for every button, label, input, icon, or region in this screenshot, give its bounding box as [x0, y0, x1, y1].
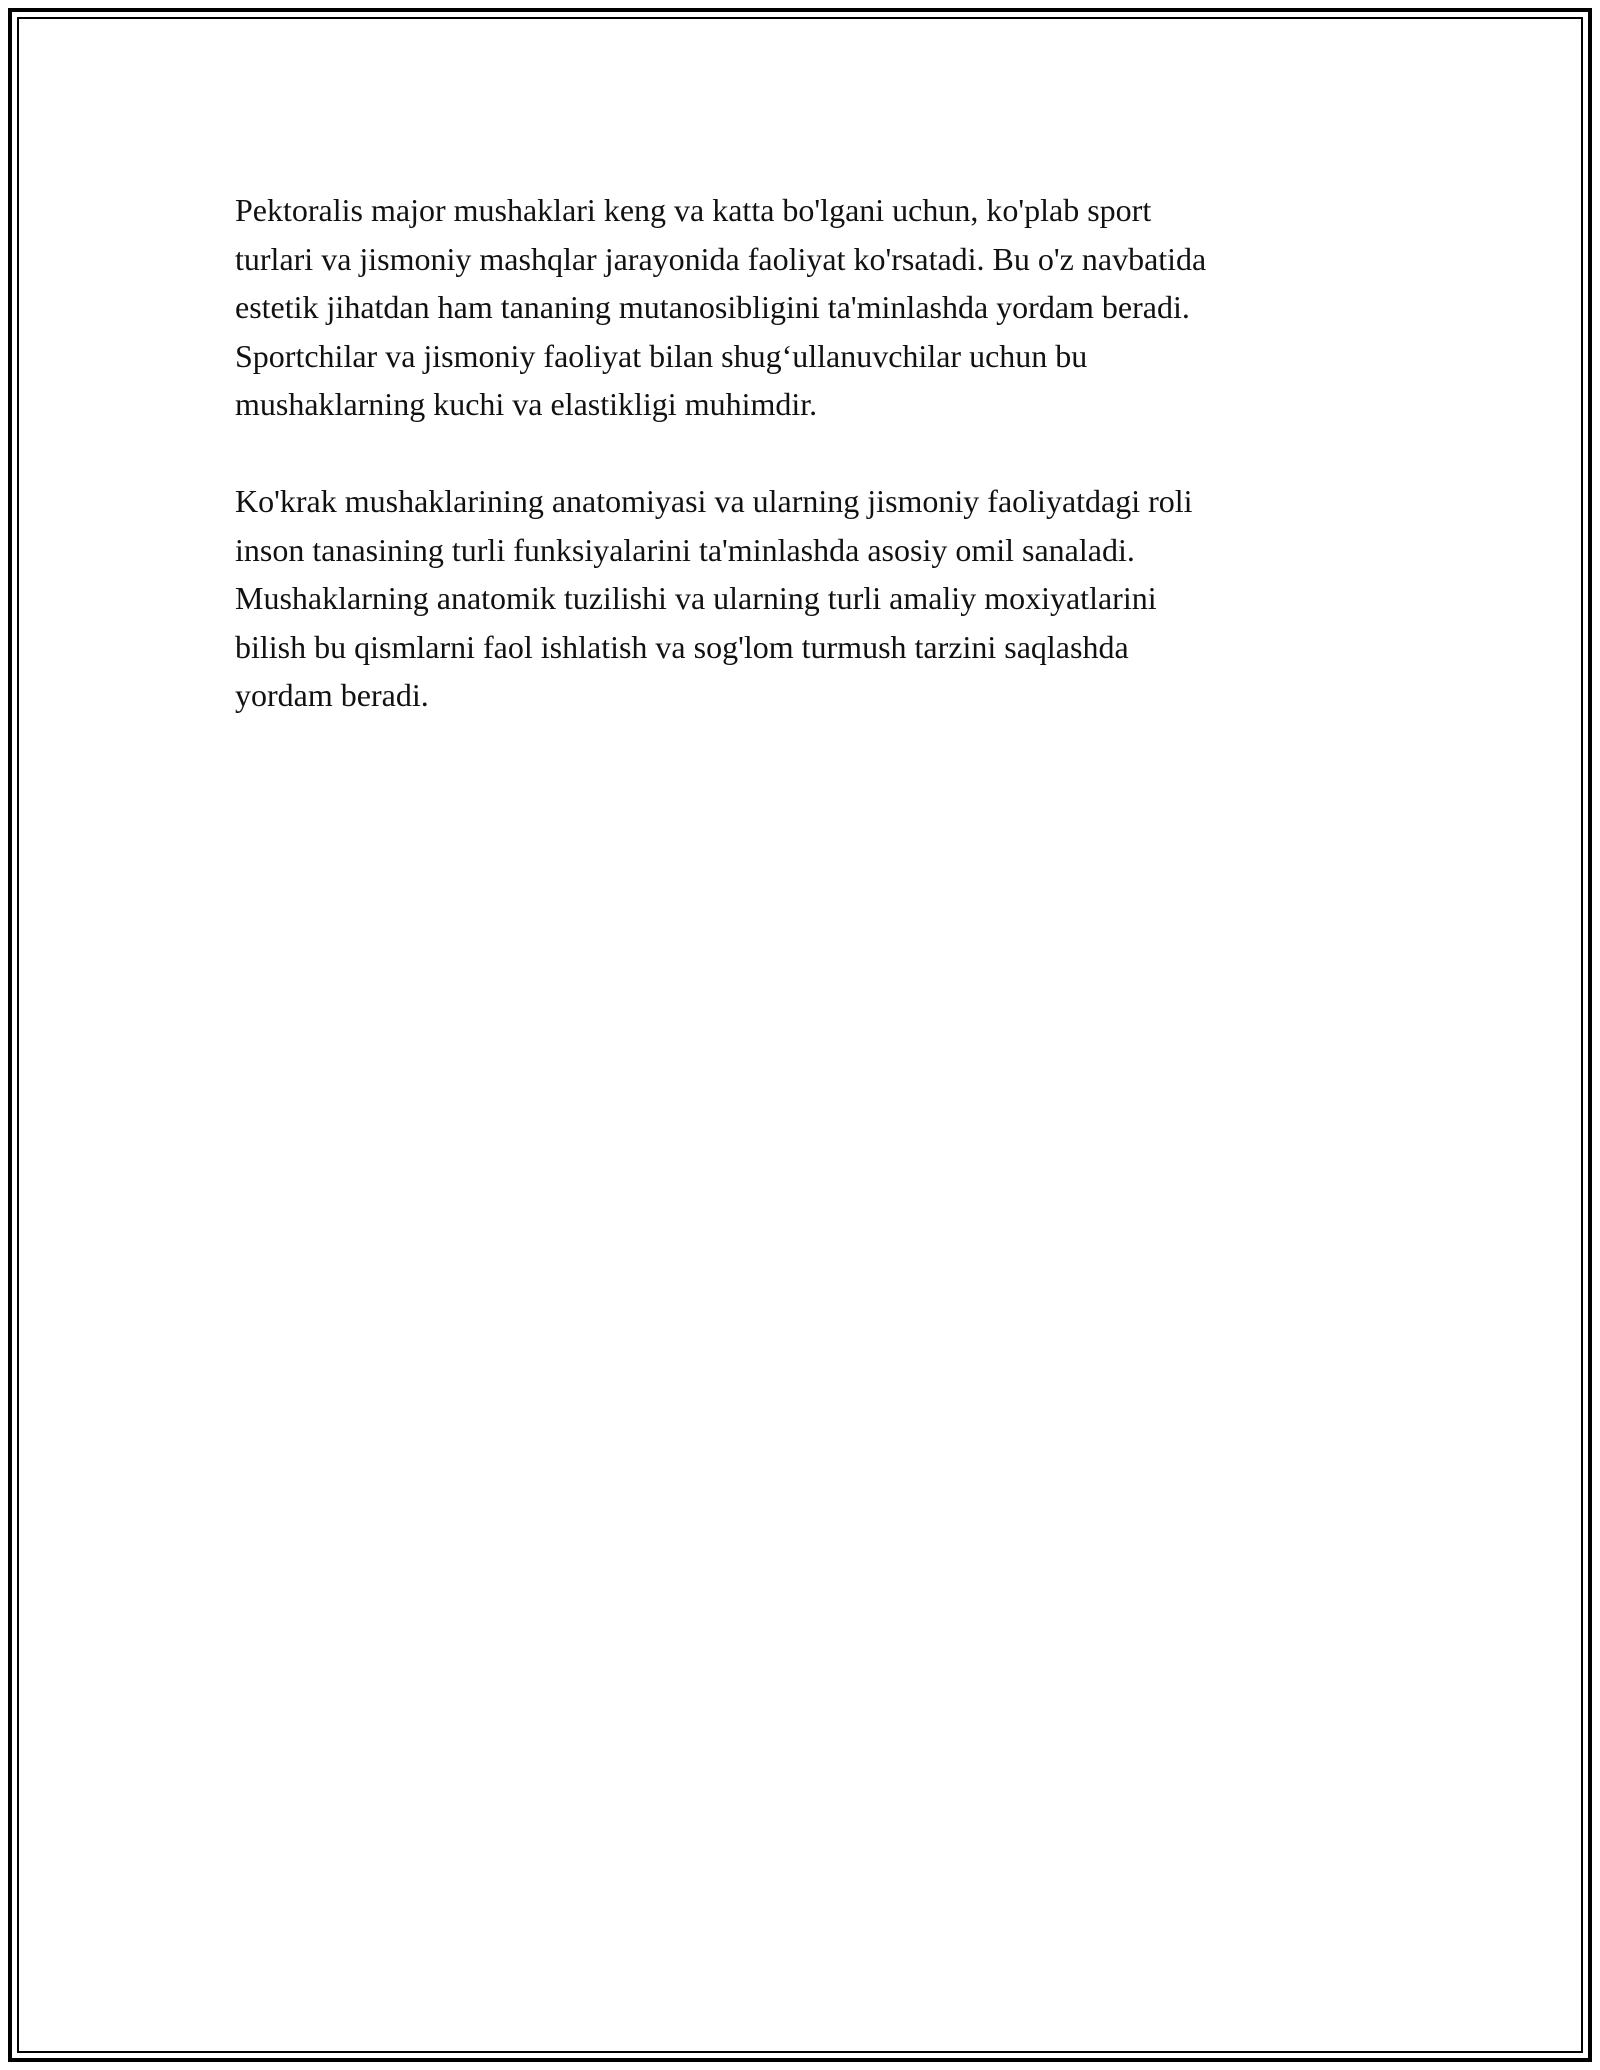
paragraph-2-line-1: Ko'krak mushaklarining anatomiyasi va ularning jismoniy faoliyatdagi roli	[235, 483, 1193, 519]
paragraph-1-line-4: Sportchilar va jismoniy faoliyat bilan shug‘ullanuvchilar uchun bu	[235, 337, 1088, 374]
paragraph-1-line-1: Pektoralis major mushaklari keng va katta bo'lgani uchun, ko'plab sport	[235, 192, 1152, 228]
paragraph-2-line-3: Mushaklarning anatomik tuzilishi va ularning turli amaliy moxiyatlarini	[235, 580, 1157, 616]
paragraph-2-line-2: inson tanasining turli funksiyalarini ta'minlashda asosiy omil sanaladi.	[235, 531, 1135, 568]
paragraph-1-line-2: turlari va jismoniy mashqlar jarayonida faoliyat ko'rsatadi. Bu o'z navbatida	[235, 240, 1207, 277]
paragraph-2	[235, 477, 1365, 720]
paragraph-2-line-4: bilish bu qismlarni faol ishlatish va sog'lom turmush tarzini saqlashda	[235, 628, 1129, 665]
paragraph-1-line-5: mushaklarning kuchi va elastikligi muhimdir.	[235, 386, 818, 422]
paragraph-2-line-5: yordam beradi.	[235, 677, 429, 713]
document-body	[235, 186, 1365, 768]
paragraph-1-line-3: estetik jihatdan ham tananing mutanosibligini ta'minlashda yordam beradi.	[235, 289, 1190, 325]
paragraph-1	[235, 186, 1365, 429]
